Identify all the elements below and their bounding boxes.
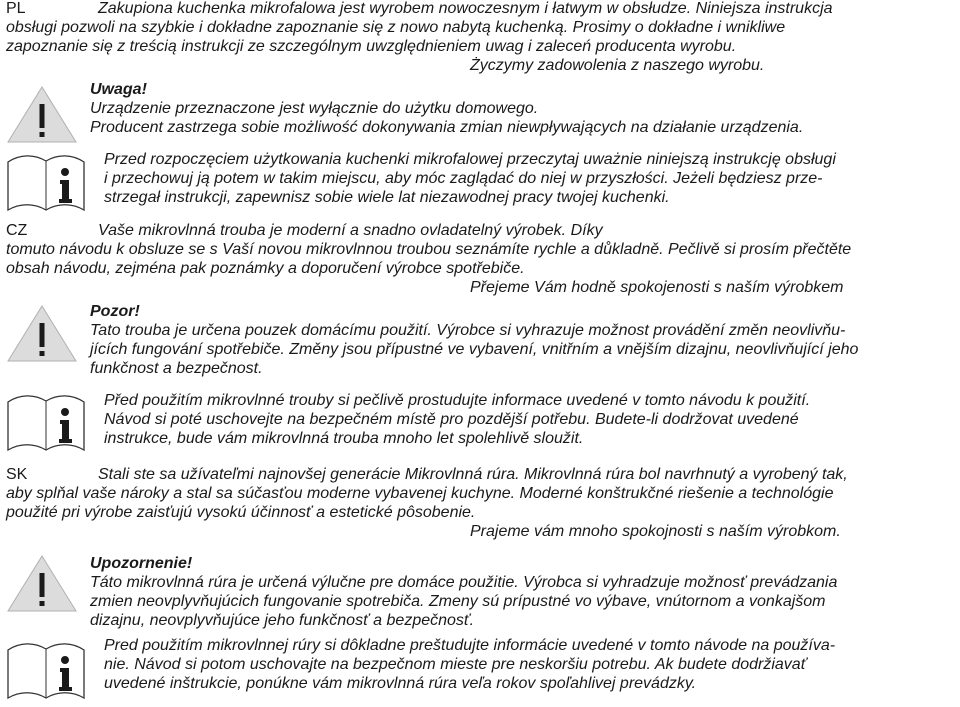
info-book-icon [6, 392, 86, 452]
info-line: Návod si poté uschovejte na bezpečném místě pro pozdější potřebu. Budete-li dodržovat uvedené [104, 411, 799, 428]
info-line: uvedené inštrukcie, ponúkne vám mikrovlnná rúra veľa rokov spoľahlivej prevádzky. [104, 675, 697, 692]
info-line: i przechowuj ją potem w takim miejscu, aby móc zaglądać do niej w przyszłości. Jeżeli będziesz prze- [104, 170, 823, 187]
warning-triangle-icon [5, 303, 79, 363]
info-line: instrukce, bude vám mikrovlnná trouba mnoho let spolehlivě sloužit. [104, 430, 584, 447]
warning-line: funkčnost a bezpečnost. [90, 360, 263, 377]
warning-line: jících fungování spotřebiče. Změny jsou přípustné ve vybavení, vnitřním a vnějším dizajnu, neovlivňující jeho [90, 341, 859, 358]
warning-triangle-icon [5, 84, 79, 144]
intro-line: obsah návodu, zejména pak poznámky a doporučení výrobce spotřebiče. [6, 260, 525, 277]
warning-line: Urządzenie przeznaczone jest wyłącznie do użytku domowego. [90, 100, 539, 117]
warning-line: zmien neovplyvňujúcich fungovanie spotrebiča. Zmeny sú prípustné vo výbave, vnútornom a vonkajšom [90, 593, 826, 610]
warning-title: Upozornenie! [90, 555, 193, 572]
info-book-icon [6, 152, 86, 212]
warning-title: Uwaga! [90, 81, 147, 98]
warning-line: dizajnu, neovplyvňujúce jeho funkčnosť a bezpečnosť. [90, 612, 475, 629]
intro-closing: Życzymy zadowolenia z naszego wyrobu. [470, 57, 765, 74]
info-book-icon [6, 640, 86, 700]
info-line: Pred použitím mikrovlnnej rúry si dôkladne preštudujte informácie uvedené v tomto návode na používa- [104, 637, 836, 654]
info-line: Před použitím mikrovlnné trouby si pečlivě prostudujte informace uvedené v tomto návodu k použití. [104, 392, 811, 409]
warning-title: Pozor! [90, 303, 140, 320]
intro-line: obsługi pozwoli na szybkie i dokładne zapoznanie się z nowo nabytą kuchenką. Prosimy o dokładne i wnikliwe [6, 19, 786, 36]
intro-line: použité pri výrobe zaisťujú vysokú účinnosť a estetické pôsobenie. [6, 504, 476, 521]
info-line: Przed rozpoczęciem użytkowania kuchenki mikrofalowej przeczytaj uważnie niniejszą instrukcję obsługi [104, 151, 836, 168]
warning-line: Tato trouba je určena pouzek domácímu použití. Výrobce si vyhrazuje možnost provádění změn neovlivňu- [90, 322, 846, 339]
intro-line: aby splňal vaše nároky a stal sa súčasťou moderne vybavenej kuchyne. Moderné konštrukčné riešenie a technológie [6, 485, 834, 502]
language-code: PL [6, 0, 26, 17]
language-code: CZ [6, 222, 28, 239]
intro-line: Vaše mikrovlnná trouba je moderní a snadno ovladatelný výrobek. Díky [98, 222, 603, 239]
warning-line: Táto mikrovlnná rúra je určená výlučne pre domáce použitie. Výrobca si vyhradzuje možnosť prevádzania [90, 574, 838, 591]
intro-line: Stali ste sa užívateľmi najnovšej generácie Mikrovlnná rúra. Mikrovlnná rúra bol navrhnutý a vyrobený tak, [98, 466, 848, 483]
language-code: SK [6, 466, 28, 483]
warning-line: Producent zastrzega sobie możliwość dokonywania zmian niewpływających na działanie urządzenia. [90, 119, 804, 136]
intro-line: tomuto návodu k obsluze se s Vaší novou mikrovlnnou troubou seznámíte rychle a důkladně. Pečlivě si prosím přečtěte [6, 241, 852, 258]
info-line: strzegał instrukcji, zapewnisz sobie wiele lat niezawodnej pracy twojej kuchenki. [104, 189, 670, 206]
info-line: nie. Návod si potom uschovajte na bezpečnom mieste pre neskoršiu potrebu. Ak budete dodržiavať [104, 656, 807, 673]
warning-triangle-icon [5, 553, 79, 613]
intro-line: zapoznanie się z treścią instrukcji ze szczególnym uwzględnieniem uwag i zaleceń producenta wyrobu. [6, 38, 737, 55]
intro-closing: Prajeme vám mnoho spokojnosti s naším výrobkom. [470, 523, 841, 540]
intro-line: Zakupiona kuchenka mikrofalowa jest wyrobem nowoczesnym i łatwym w obsłudze. Niniejsza instrukcja [98, 0, 833, 17]
intro-closing: Přejeme Vám hodně spokojenosti s naším výrobkem [470, 279, 844, 296]
